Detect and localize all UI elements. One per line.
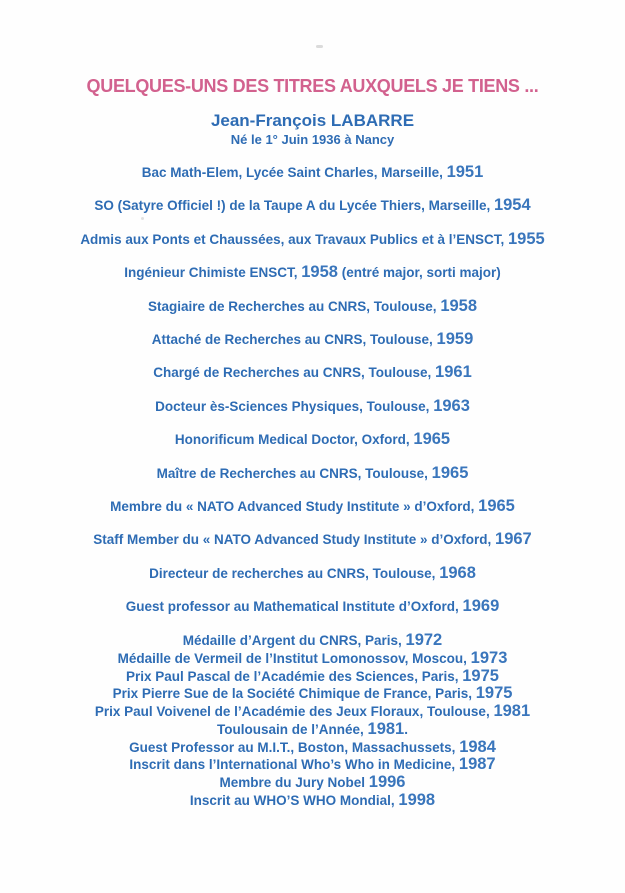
title-line-text: Staff Member du « NATO Advanced Study Institute » d’Oxford, xyxy=(93,532,496,548)
title-line-year: 1965 xyxy=(478,497,515,516)
title-line-text: Médaille d’Argent du CNRS, Paris, xyxy=(182,632,406,648)
title-line-year: 1998 xyxy=(398,790,436,809)
title-line-text: Prix Paul Voivenel de l’Académie des Jeux Floraux, Toulouse, xyxy=(94,704,494,720)
title-line-year: 1968 xyxy=(439,563,476,582)
title-line xyxy=(0,290,625,323)
title-line-text: Admis aux Ponts et Chaussées, aux Travaux Publics et à l’ENSCT, xyxy=(80,231,508,247)
title-line-year: 1954 xyxy=(493,196,531,215)
title-line-year: 1975 xyxy=(462,666,499,685)
title-line-year: 1965 xyxy=(431,463,469,482)
title-line xyxy=(0,792,625,810)
title-line-suffix: (entré major, sorti major) xyxy=(337,265,501,281)
title-line-year: 1987 xyxy=(458,755,496,774)
title-line xyxy=(0,703,625,721)
title-line-text: Inscrit dans l’International Who’s Who in Medicine, xyxy=(129,757,459,773)
title-line-year: 1955 xyxy=(507,229,545,248)
title-line-text: Prix Paul Pascal de l’Académie des Sciences, Paris, xyxy=(126,668,463,684)
title-line-text: Honorificum Medical Doctor, Oxford, xyxy=(174,432,414,448)
title-line-year: 1996 xyxy=(368,772,406,791)
title-line-text: Inscrit au WHO’S WHO Mondial, xyxy=(189,792,399,808)
title-line-text: Attaché de Recherches au CNRS, Toulouse, xyxy=(151,332,437,348)
title-line xyxy=(0,557,625,590)
title-line xyxy=(0,721,625,739)
title-line-text: Docteur ès-Sciences Physiques, Toulouse, xyxy=(155,398,434,414)
author-name: Jean-François LABARRE xyxy=(210,111,415,130)
title-line-year: 1975 xyxy=(475,684,513,703)
title-line xyxy=(0,668,625,686)
title-line-text: Médaille de Vermeil de l’Institut Lomonossov, Moscou, xyxy=(117,651,471,666)
titles-list-spaced xyxy=(0,156,625,657)
title-line xyxy=(0,523,625,556)
titles-list-compact xyxy=(0,650,625,809)
title-line-text: Membre du Jury Nobel xyxy=(219,774,369,790)
title-line-year: 1969 xyxy=(462,597,500,616)
title-line xyxy=(0,323,625,356)
title-line-year: 1984 xyxy=(459,737,496,756)
title-line xyxy=(0,774,625,792)
title-line xyxy=(0,223,625,256)
title-line-text: Chargé de Recherches au CNRS, Toulouse, xyxy=(153,365,436,381)
title-line-text: Stagiaire de Recherches au CNRS, Toulouse, xyxy=(147,298,441,314)
title-line-text: Guest Professor au M.I.T., Boston, Massachussets, xyxy=(129,739,460,755)
title-line-year: 1951 xyxy=(446,163,484,181)
title-line-year: 1958 xyxy=(301,263,338,282)
title-line xyxy=(0,650,625,668)
title-line-year: 1981 xyxy=(493,702,531,721)
title-line-text: Guest professor au Mathematical Institute d’Oxford, xyxy=(125,599,463,615)
title-line xyxy=(0,457,625,490)
page-title: QUELQUES-UNS DES TITRES AUXQUELS JE TIENS ... xyxy=(86,76,539,96)
title-line-text: Toulousain de l’Année, xyxy=(217,721,368,737)
title-line-year: 1967 xyxy=(495,530,532,549)
title-line xyxy=(0,390,625,423)
title-line-text: SO (Satyre Officiel !) de la Taupe A du Lycée Thiers, Marseille, xyxy=(94,198,494,214)
author-birth-line: Né le 1° Juin 1936 à Nancy xyxy=(230,132,395,147)
title-line-year: 1973 xyxy=(470,649,508,667)
title-line xyxy=(0,685,625,703)
title-line-year: 1961 xyxy=(435,363,472,382)
title-line xyxy=(0,590,625,623)
title-line xyxy=(0,189,625,222)
title-line xyxy=(0,423,625,456)
title-line-year: 1963 xyxy=(433,396,470,415)
title-line-year: 1959 xyxy=(436,330,474,349)
title-line-suffix: . xyxy=(404,721,408,737)
title-line-text: Prix Pierre Sue de la Société Chimique de France, Paris, xyxy=(112,686,476,702)
title-line-text: Ingénieur Chimiste ENSCT, xyxy=(124,265,302,281)
title-line-year: 1981 xyxy=(367,719,405,738)
title-line-year: 1972 xyxy=(405,630,443,649)
title-line xyxy=(0,356,625,389)
title-line xyxy=(0,739,625,757)
title-line xyxy=(0,256,625,289)
title-line-text: Bac Math-Elem, Lycée Saint Charles, Marseille, xyxy=(141,165,447,180)
title-line xyxy=(0,490,625,523)
title-line-text: Maître de Recherches au CNRS, Toulouse, xyxy=(156,465,432,481)
title-line-text: Directeur de recherches au CNRS, Toulouse, xyxy=(149,565,440,581)
title-line-text: Membre du « NATO Advanced Study Institute » d’Oxford, xyxy=(110,499,479,515)
title-line xyxy=(0,756,625,774)
scan-artifact xyxy=(316,45,323,48)
title-line-year: 1958 xyxy=(440,296,478,315)
title-line xyxy=(0,156,625,189)
title-line-year: 1965 xyxy=(413,430,451,449)
